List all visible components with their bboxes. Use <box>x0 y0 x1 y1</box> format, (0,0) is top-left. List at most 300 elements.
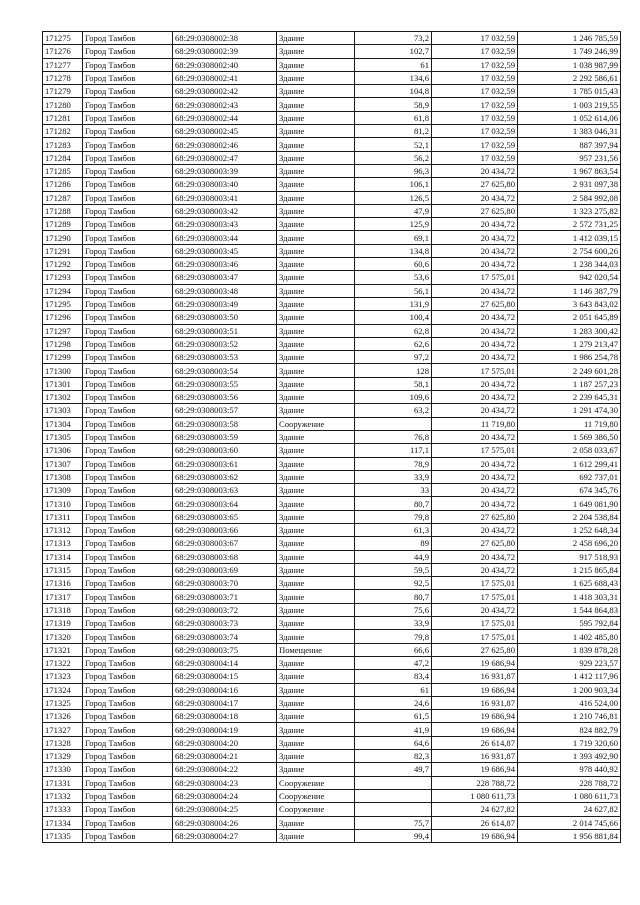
cadastral-number-cell: 68:29:0308003:64 <box>173 497 277 510</box>
cadastral-value-cell: 1 785 015,43 <box>518 85 621 98</box>
area-cell: 69,1 <box>355 231 432 244</box>
cadastral-number-cell: 68:29:0308002:40 <box>173 58 277 71</box>
cadastral-number-cell: 68:29:0308003:41 <box>173 191 277 204</box>
cadastral-value-cell: 1 612 299,41 <box>518 457 621 470</box>
cadastral-value-cell: 2 051 645,89 <box>518 311 621 324</box>
cadastral-number-cell: 68:29:0308003:43 <box>173 218 277 231</box>
cadastral-number-cell: 68:29:0308003:42 <box>173 204 277 217</box>
object-type-cell: Здание <box>277 550 355 563</box>
cadastral-number-cell: 68:29:0308003:56 <box>173 391 277 404</box>
area-cell: 62,8 <box>355 324 432 337</box>
unit-value-cell: 228 788,72 <box>432 776 518 789</box>
area-cell: 81,2 <box>355 125 432 138</box>
cadastral-value-cell: 1 956 881,84 <box>518 829 621 842</box>
row-id-cell: 171289 <box>43 218 83 231</box>
cadastral-number-cell: 68:29:0308003:52 <box>173 337 277 350</box>
unit-value-cell: 17 032,59 <box>432 98 518 111</box>
area-cell: 61 <box>355 58 432 71</box>
area-cell: 61 <box>355 683 432 696</box>
object-type-cell: Здание <box>277 244 355 257</box>
row-id-cell: 171335 <box>43 829 83 842</box>
city-cell: Город Тамбов <box>83 497 173 510</box>
table-row <box>43 710 621 723</box>
city-cell: Город Тамбов <box>83 829 173 842</box>
table-row <box>43 750 621 763</box>
table-row <box>43 58 621 71</box>
city-cell: Город Тамбов <box>83 444 173 457</box>
object-type-cell: Здание <box>277 377 355 390</box>
cadastral-value-cell: 1 200 903,34 <box>518 683 621 696</box>
table-row <box>43 151 621 164</box>
city-cell: Город Тамбов <box>83 58 173 71</box>
area-cell: 128 <box>355 364 432 377</box>
city-cell: Город Тамбов <box>83 351 173 364</box>
table-row <box>43 457 621 470</box>
city-cell: Город Тамбов <box>83 71 173 84</box>
cadastral-number-cell: 68:29:0308004:24 <box>173 789 277 802</box>
cadastral-number-cell: 68:29:0308003:60 <box>173 444 277 457</box>
row-id-cell: 171278 <box>43 71 83 84</box>
city-cell: Город Тамбов <box>83 457 173 470</box>
row-id-cell: 171305 <box>43 430 83 443</box>
table-row <box>43 590 621 603</box>
cadastral-number-cell: 68:29:0308003:40 <box>173 178 277 191</box>
row-id-cell: 171298 <box>43 337 83 350</box>
row-id-cell: 171329 <box>43 750 83 763</box>
cadastral-number-cell: 68:29:0308002:39 <box>173 45 277 58</box>
cadastral-number-cell: 68:29:0308002:38 <box>173 32 277 45</box>
city-cell: Город Тамбов <box>83 85 173 98</box>
object-type-cell: Здание <box>277 32 355 45</box>
cadastral-number-cell: 68:29:0308003:57 <box>173 404 277 417</box>
city-cell: Город Тамбов <box>83 696 173 709</box>
city-cell: Город Тамбов <box>83 617 173 630</box>
cadastral-value-cell: 1 967 863,54 <box>518 164 621 177</box>
table-row <box>43 164 621 177</box>
object-type-cell: Здание <box>277 603 355 616</box>
city-cell: Город Тамбов <box>83 736 173 749</box>
object-type-cell: Сооружение <box>277 803 355 816</box>
cadastral-value-cell: 1 246 785,59 <box>518 32 621 45</box>
area-cell <box>355 789 432 802</box>
table-row <box>43 617 621 630</box>
unit-value-cell: 17 032,59 <box>432 32 518 45</box>
table-row <box>43 284 621 297</box>
cadastral-number-cell: 68:29:0308003:74 <box>173 630 277 643</box>
object-type-cell: Здание <box>277 829 355 842</box>
table-row <box>43 85 621 98</box>
cadastral-value-cell: 11 719,80 <box>518 417 621 430</box>
area-cell: 58,1 <box>355 377 432 390</box>
city-cell: Город Тамбов <box>83 763 173 776</box>
unit-value-cell: 20 434,72 <box>432 218 518 231</box>
object-type-cell: Здание <box>277 484 355 497</box>
unit-value-cell: 26 614,87 <box>432 816 518 829</box>
city-cell: Город Тамбов <box>83 297 173 310</box>
unit-value-cell: 19 686,94 <box>432 723 518 736</box>
area-cell: 82,3 <box>355 750 432 763</box>
cadastral-number-cell: 68:29:0308003:70 <box>173 577 277 590</box>
object-type-cell: Здание <box>277 710 355 723</box>
city-cell: Город Тамбов <box>83 178 173 191</box>
table-row <box>43 98 621 111</box>
object-type-cell: Здание <box>277 391 355 404</box>
cadastral-number-cell: 68:29:0308003:67 <box>173 537 277 550</box>
table-row <box>43 803 621 816</box>
row-id-cell: 171308 <box>43 470 83 483</box>
cadastral-value-cell: 1 283 300,42 <box>518 324 621 337</box>
row-id-cell: 171320 <box>43 630 83 643</box>
cadastral-value-cell: 1 402 485,80 <box>518 630 621 643</box>
unit-value-cell: 17 032,59 <box>432 71 518 84</box>
area-cell: 109,6 <box>355 391 432 404</box>
unit-value-cell: 17 032,59 <box>432 125 518 138</box>
unit-value-cell: 17 575,01 <box>432 577 518 590</box>
row-id-cell: 171302 <box>43 391 83 404</box>
unit-value-cell: 20 434,72 <box>432 391 518 404</box>
city-cell: Город Тамбов <box>83 98 173 111</box>
object-type-cell: Сооружение <box>277 417 355 430</box>
cadastral-value-cell: 1 038 987,99 <box>518 58 621 71</box>
object-type-cell: Сооружение <box>277 776 355 789</box>
cadastral-number-cell: 68:29:0308002:41 <box>173 71 277 84</box>
table-row <box>43 191 621 204</box>
cadastral-value-cell: 1 003 219,55 <box>518 98 621 111</box>
table-row <box>43 683 621 696</box>
cadastral-value-cell: 2 584 992,08 <box>518 191 621 204</box>
object-type-cell: Сооружение <box>277 789 355 802</box>
cadastral-number-cell: 68:29:0308003:58 <box>173 417 277 430</box>
cadastral-number-cell: 68:29:0308004:19 <box>173 723 277 736</box>
object-type-cell: Здание <box>277 258 355 271</box>
row-id-cell: 171295 <box>43 297 83 310</box>
cadastral-value-cell: 595 792,84 <box>518 617 621 630</box>
area-cell: 106,1 <box>355 178 432 191</box>
city-cell: Город Тамбов <box>83 590 173 603</box>
cadastral-value-cell: 1 719 320,60 <box>518 736 621 749</box>
cadastral-number-cell: 68:29:0308003:66 <box>173 523 277 536</box>
unit-value-cell: 19 686,94 <box>432 656 518 669</box>
city-cell: Город Тамбов <box>83 643 173 656</box>
table-row <box>43 563 621 576</box>
city-cell: Город Тамбов <box>83 125 173 138</box>
table-row <box>43 324 621 337</box>
cadastral-value-cell: 1 749 246,99 <box>518 45 621 58</box>
area-cell <box>355 417 432 430</box>
object-type-cell: Здание <box>277 736 355 749</box>
object-type-cell: Здание <box>277 577 355 590</box>
object-type-cell: Здание <box>277 364 355 377</box>
cadastral-number-cell: 68:29:0308004:14 <box>173 656 277 669</box>
object-type-cell: Здание <box>277 284 355 297</box>
row-id-cell: 171285 <box>43 164 83 177</box>
unit-value-cell: 20 434,72 <box>432 244 518 257</box>
object-type-cell: Здание <box>277 563 355 576</box>
table-row <box>43 763 621 776</box>
cadastral-number-cell: 68:29:0308003:63 <box>173 484 277 497</box>
cadastral-number-cell: 68:29:0308004:22 <box>173 763 277 776</box>
cadastral-value-cell: 2 572 731,25 <box>518 218 621 231</box>
area-cell: 83,4 <box>355 670 432 683</box>
cadastral-number-cell: 68:29:0308003:73 <box>173 617 277 630</box>
area-cell: 131,9 <box>355 297 432 310</box>
unit-value-cell: 20 434,72 <box>432 470 518 483</box>
cadastral-value-cell: 416 524,00 <box>518 696 621 709</box>
city-cell: Город Тамбов <box>83 284 173 297</box>
area-cell: 89 <box>355 537 432 550</box>
table-row <box>43 696 621 709</box>
unit-value-cell: 20 434,72 <box>432 164 518 177</box>
area-cell: 79,8 <box>355 510 432 523</box>
table-row <box>43 444 621 457</box>
cadastral-number-cell: 68:29:0308003:61 <box>173 457 277 470</box>
object-type-cell: Здание <box>277 85 355 98</box>
city-cell: Город Тамбов <box>83 710 173 723</box>
row-id-cell: 171304 <box>43 417 83 430</box>
cadastral-value-cell: 1 986 254,78 <box>518 351 621 364</box>
city-cell: Город Тамбов <box>83 311 173 324</box>
table-row <box>43 391 621 404</box>
cadastral-value-cell: 1 649 081,90 <box>518 497 621 510</box>
row-id-cell: 171313 <box>43 537 83 550</box>
area-cell: 102,7 <box>355 45 432 58</box>
row-id-cell: 171322 <box>43 656 83 669</box>
cadastral-value-cell: 24 627,82 <box>518 803 621 816</box>
row-id-cell: 171299 <box>43 351 83 364</box>
unit-value-cell: 20 434,72 <box>432 324 518 337</box>
table-row <box>43 204 621 217</box>
cadastral-value-cell: 1 544 864,83 <box>518 603 621 616</box>
area-cell: 24,6 <box>355 696 432 709</box>
cadastral-value-table <box>42 31 621 843</box>
cadastral-number-cell: 68:29:0308003:49 <box>173 297 277 310</box>
object-type-cell: Здание <box>277 231 355 244</box>
row-id-cell: 171321 <box>43 643 83 656</box>
cadastral-number-cell: 68:29:0308004:21 <box>173 750 277 763</box>
unit-value-cell: 27 625,80 <box>432 510 518 523</box>
cadastral-value-cell: 1 238 344,03 <box>518 258 621 271</box>
unit-value-cell: 27 625,80 <box>432 178 518 191</box>
object-type-cell: Здание <box>277 523 355 536</box>
table-row <box>43 497 621 510</box>
unit-value-cell: 20 434,72 <box>432 311 518 324</box>
object-type-cell: Здание <box>277 111 355 124</box>
cadastral-number-cell: 68:29:0308003:53 <box>173 351 277 364</box>
object-type-cell: Здание <box>277 271 355 284</box>
object-type-cell: Здание <box>277 337 355 350</box>
cadastral-number-cell: 68:29:0308003:54 <box>173 364 277 377</box>
city-cell: Город Тамбов <box>83 164 173 177</box>
city-cell: Город Тамбов <box>83 377 173 390</box>
cadastral-value-cell: 1 418 303,31 <box>518 590 621 603</box>
object-type-cell: Здание <box>277 178 355 191</box>
cadastral-value-cell: 1 291 474,30 <box>518 404 621 417</box>
city-cell: Город Тамбов <box>83 537 173 550</box>
row-id-cell: 171331 <box>43 776 83 789</box>
table-row <box>43 430 621 443</box>
row-id-cell: 171301 <box>43 377 83 390</box>
city-cell: Город Тамбов <box>83 204 173 217</box>
table-row <box>43 351 621 364</box>
cadastral-value-cell: 1 569 386,50 <box>518 430 621 443</box>
cadastral-number-cell: 68:29:0308003:50 <box>173 311 277 324</box>
unit-value-cell: 20 434,72 <box>432 284 518 297</box>
object-type-cell: Здание <box>277 191 355 204</box>
cadastral-value-cell: 1 146 387,79 <box>518 284 621 297</box>
unit-value-cell: 17 575,01 <box>432 271 518 284</box>
area-cell: 61,3 <box>355 523 432 536</box>
unit-value-cell: 19 686,94 <box>432 683 518 696</box>
table-body <box>43 32 621 843</box>
city-cell: Город Тамбов <box>83 470 173 483</box>
cadastral-number-cell: 68:29:0308004:26 <box>173 816 277 829</box>
table-row <box>43 417 621 430</box>
cadastral-value-cell: 1 252 648,34 <box>518 523 621 536</box>
row-id-cell: 171323 <box>43 670 83 683</box>
cadastral-number-cell: 68:29:0308003:68 <box>173 550 277 563</box>
row-id-cell: 171332 <box>43 789 83 802</box>
cadastral-number-cell: 68:29:0308003:69 <box>173 563 277 576</box>
area-cell: 62,6 <box>355 337 432 350</box>
object-type-cell: Здание <box>277 537 355 550</box>
cadastral-number-cell: 68:29:0308003:65 <box>173 510 277 523</box>
object-type-cell: Здание <box>277 404 355 417</box>
row-id-cell: 171286 <box>43 178 83 191</box>
cadastral-value-cell: 2 458 696,20 <box>518 537 621 550</box>
unit-value-cell: 17 575,01 <box>432 630 518 643</box>
area-cell <box>355 776 432 789</box>
area-cell: 33 <box>355 484 432 497</box>
unit-value-cell: 27 625,80 <box>432 204 518 217</box>
area-cell: 58,9 <box>355 98 432 111</box>
table-row <box>43 311 621 324</box>
area-cell: 97,2 <box>355 351 432 364</box>
cadastral-number-cell: 68:29:0308003:71 <box>173 590 277 603</box>
object-type-cell: Здание <box>277 351 355 364</box>
cadastral-number-cell: 68:29:0308002:46 <box>173 138 277 151</box>
row-id-cell: 171288 <box>43 204 83 217</box>
cadastral-value-cell: 1 210 746,81 <box>518 710 621 723</box>
row-id-cell: 171275 <box>43 32 83 45</box>
area-cell: 47,2 <box>355 656 432 669</box>
cadastral-number-cell: 68:29:0308004:27 <box>173 829 277 842</box>
cadastral-value-cell: 1 323 275,82 <box>518 204 621 217</box>
area-cell: 44,9 <box>355 550 432 563</box>
table-row <box>43 258 621 271</box>
object-type-cell: Здание <box>277 151 355 164</box>
city-cell: Город Тамбов <box>83 630 173 643</box>
unit-value-cell: 20 434,72 <box>432 231 518 244</box>
cadastral-number-cell: 68:29:0308003:44 <box>173 231 277 244</box>
object-type-cell: Здание <box>277 204 355 217</box>
cadastral-number-cell: 68:29:0308003:59 <box>173 430 277 443</box>
area-cell: 61,8 <box>355 111 432 124</box>
cadastral-value-cell: 692 737,01 <box>518 470 621 483</box>
cadastral-value-cell: 824 882,79 <box>518 723 621 736</box>
row-id-cell: 171333 <box>43 803 83 816</box>
unit-value-cell: 17 032,59 <box>432 85 518 98</box>
cadastral-value-cell: 1 393 492,90 <box>518 750 621 763</box>
unit-value-cell: 26 614,87 <box>432 736 518 749</box>
area-cell: 80,7 <box>355 497 432 510</box>
object-type-cell: Здание <box>277 763 355 776</box>
unit-value-cell: 20 434,72 <box>432 603 518 616</box>
cadastral-value-cell: 1 080 611,73 <box>518 789 621 802</box>
city-cell: Город Тамбов <box>83 258 173 271</box>
cadastral-value-cell: 978 440,92 <box>518 763 621 776</box>
table-row <box>43 484 621 497</box>
row-id-cell: 171319 <box>43 617 83 630</box>
object-type-cell: Здание <box>277 510 355 523</box>
cadastral-value-cell: 887 397,94 <box>518 138 621 151</box>
area-cell: 64,6 <box>355 736 432 749</box>
table-row <box>43 670 621 683</box>
table-row <box>43 736 621 749</box>
city-cell: Город Тамбов <box>83 803 173 816</box>
unit-value-cell: 27 625,80 <box>432 297 518 310</box>
table-row <box>43 111 621 124</box>
row-id-cell: 171281 <box>43 111 83 124</box>
city-cell: Город Тамбов <box>83 324 173 337</box>
object-type-cell: Здание <box>277 617 355 630</box>
row-id-cell: 171326 <box>43 710 83 723</box>
table-row <box>43 577 621 590</box>
table-row <box>43 71 621 84</box>
area-cell: 33,9 <box>355 617 432 630</box>
unit-value-cell: 20 434,72 <box>432 191 518 204</box>
row-id-cell: 171292 <box>43 258 83 271</box>
cadastral-value-cell: 957 231,56 <box>518 151 621 164</box>
city-cell: Город Тамбов <box>83 550 173 563</box>
cadastral-value-cell: 2 058 033,67 <box>518 444 621 457</box>
row-id-cell: 171296 <box>43 311 83 324</box>
cadastral-value-cell: 917 518,93 <box>518 550 621 563</box>
row-id-cell: 171314 <box>43 550 83 563</box>
cadastral-value-cell: 2 249 601,28 <box>518 364 621 377</box>
object-type-cell: Здание <box>277 683 355 696</box>
area-cell: 79,8 <box>355 630 432 643</box>
cadastral-number-cell: 68:29:0308002:44 <box>173 111 277 124</box>
object-type-cell: Здание <box>277 696 355 709</box>
row-id-cell: 171293 <box>43 271 83 284</box>
area-cell: 75,7 <box>355 816 432 829</box>
city-cell: Город Тамбов <box>83 484 173 497</box>
city-cell: Город Тамбов <box>83 417 173 430</box>
unit-value-cell: 17 575,01 <box>432 444 518 457</box>
row-id-cell: 171334 <box>43 816 83 829</box>
row-id-cell: 171300 <box>43 364 83 377</box>
table-row <box>43 45 621 58</box>
unit-value-cell: 24 627,82 <box>432 803 518 816</box>
area-cell: 96,3 <box>355 164 432 177</box>
table-row <box>43 723 621 736</box>
table-row <box>43 125 621 138</box>
city-cell: Город Тамбов <box>83 723 173 736</box>
object-type-cell: Здание <box>277 590 355 603</box>
table-row <box>43 776 621 789</box>
cadastral-number-cell: 68:29:0308003:47 <box>173 271 277 284</box>
area-cell: 134,6 <box>355 71 432 84</box>
object-type-cell: Здание <box>277 71 355 84</box>
area-cell: 60,6 <box>355 258 432 271</box>
unit-value-cell: 16 931,87 <box>432 670 518 683</box>
cadastral-value-cell: 2 239 645,31 <box>518 391 621 404</box>
cadastral-value-cell: 1 839 878,28 <box>518 643 621 656</box>
cadastral-value-cell: 1 383 046,31 <box>518 125 621 138</box>
area-cell: 63,2 <box>355 404 432 417</box>
area-cell: 78,9 <box>355 457 432 470</box>
row-id-cell: 171294 <box>43 284 83 297</box>
